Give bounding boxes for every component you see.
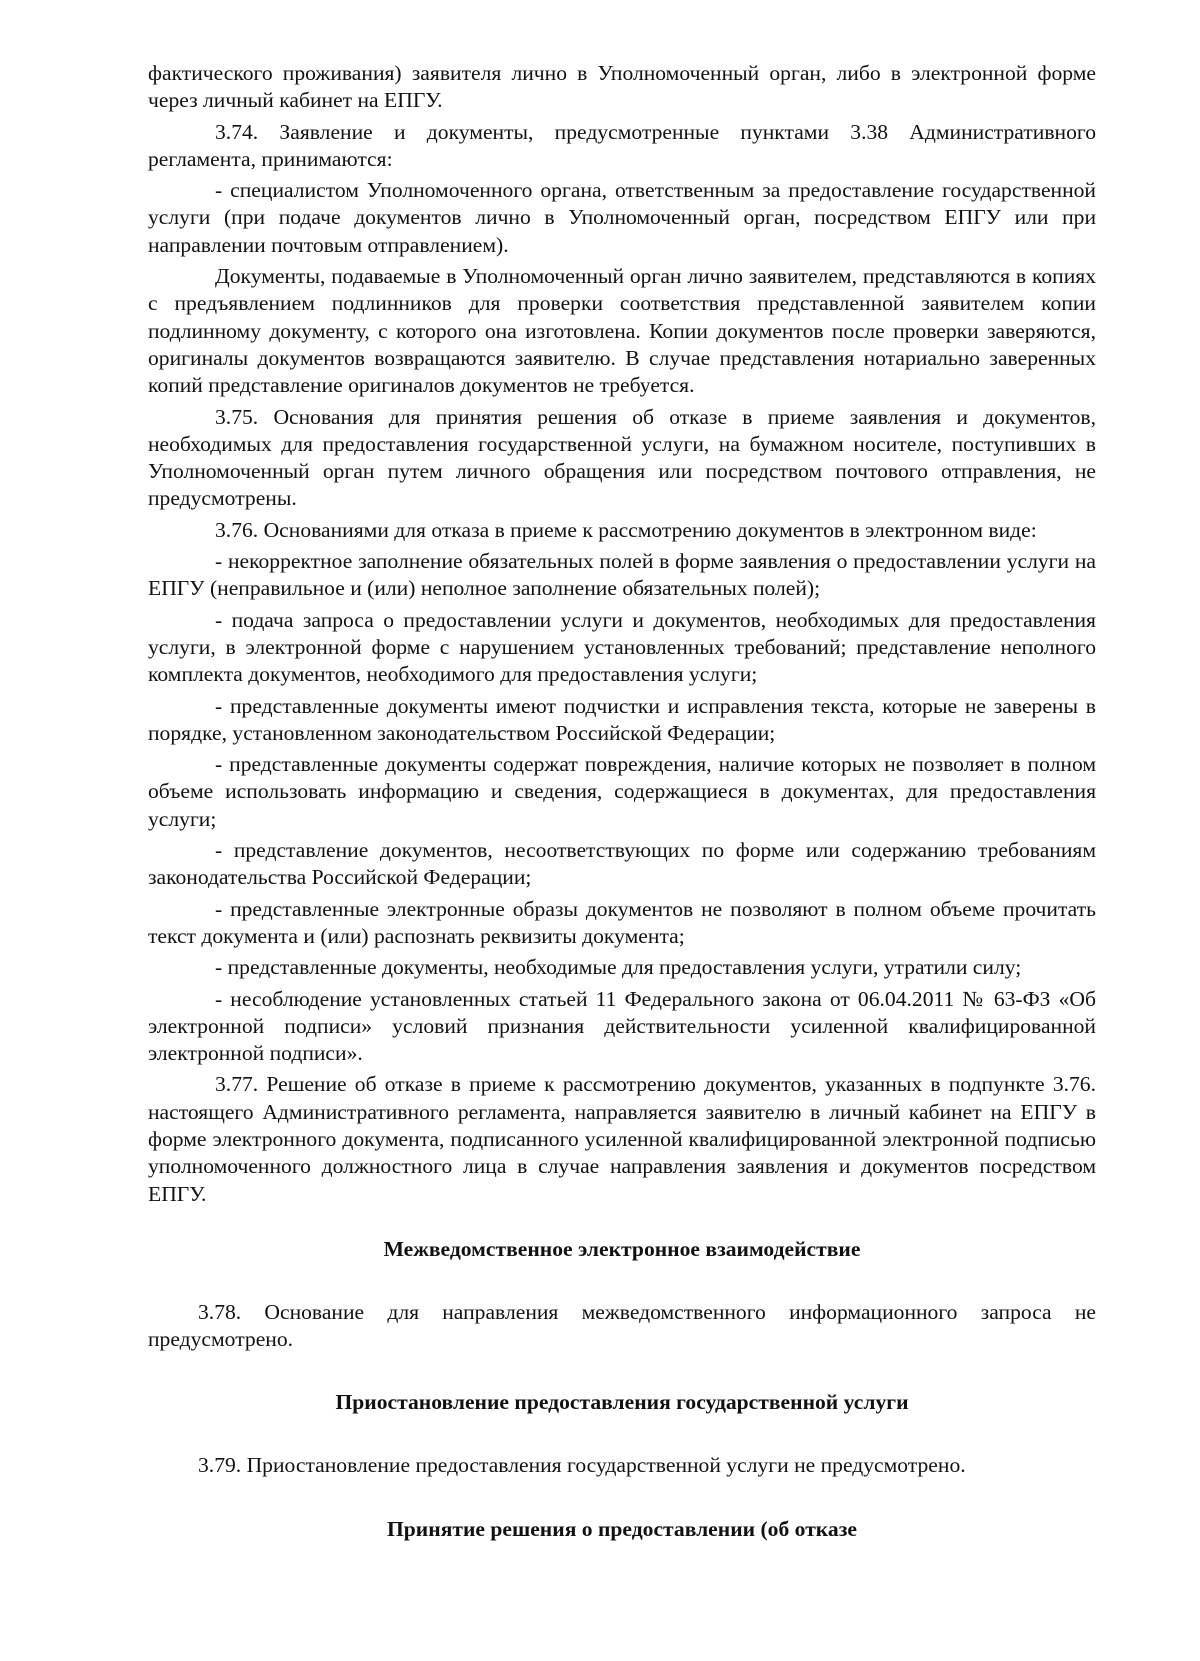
paragraph-3-79: 3.79. Приостановление предоставления государственной услуги не предусмотрено. — [198, 1453, 966, 1478]
paragraph-3-75: 3.75. Основания для принятия решения об отказе в приеме заявления и документов, необходимых для предоставления государственной услуги, на бумажном носителе, поступивших в Уполномоченный орган путем личного обращения или посредством почтового отправления, не предусмотрены. — [148, 404, 1096, 511]
paragraph-3-78: 3.78. Основание для направления межведомственного информационного запроса не предусмотрено. — [148, 1299, 1096, 1352]
paragraph-documents-copies: Документы, подаваемые в Уполномоченный орган лично заявителем, представляются в копиях с предъявлением подлинников для проверки соответствия представленной заявителем копии подлинному документу, с которого она изготовлена. Копии документов после проверки заверяются, оригиналы документов возвращаются заявителю. В случае представления нотариально заверенных копий представление оригиналов документов не требуется. — [148, 264, 1096, 398]
list-item-3-76-1: - некорректное заполнение обязательных полей в форме заявления о предоставлении услуги на ЕПГУ (неправильное и (или) неполное заполнение обязательных полей); — [148, 549, 1096, 601]
document-page — [148, 60, 1096, 1543]
section-heading-interagency: Межведомственное электронное взаимодействие — [383, 1236, 861, 1261]
paragraph-3-76: 3.76. Основаниями для отказа в приеме к рассмотрению документов в электронном виде: — [215, 517, 1037, 542]
section-heading-suspension: Приостановление предоставления государственной услуги — [335, 1390, 909, 1415]
list-item-3-76-6: - представленные электронные образы документов не позволяют в полном объеме прочитать текст документа и (или) распознать реквизиты документа; — [148, 896, 1096, 948]
list-item-3-76-7: - представленные документы, необходимые для предоставления услуги, утратили силу; — [215, 955, 1022, 980]
paragraph-3-74-item: - специалистом Уполномоченного органа, ответственным за предоставление государственной услуги (при подаче документов лично в Уполномоченный орган, посредством ЕПГУ или при направлении почтовым отправлением). — [148, 178, 1096, 257]
list-item-3-76-4: - представленные документы содержат повреждения, наличие которых не позволяет в полном объеме использовать информацию и сведения, содержащиеся в документах, для предоставления услуги; — [148, 752, 1096, 831]
list-item-3-76-5: - представление документов, несоответствующих по форме или содержанию требованиям законодательства Российской Федерации; — [148, 838, 1096, 890]
paragraph-continuation: фактического проживания) заявителя лично в Уполномоченный орган, либо в электронной форме через личный кабинет на ЕПГУ. — [148, 61, 1096, 113]
list-item-3-76-8: - несоблюдение установленных статьей 11 Федерального закона от 06.04.2011 № 63-ФЗ «Об электронной подписи» условий признания действительности усиленной квалифицированной электронной подписи». — [148, 986, 1096, 1066]
section-heading-decision: Принятие решения о предоставлении (об отказе — [387, 1516, 857, 1541]
list-item-3-76-2: - подача запроса о предоставлении услуги и документов, необходимых для предоставления услуги, в электронной форме с нарушением установленных требований; представление неполного комплекта документов, необходимого для предоставления услуги; — [148, 607, 1096, 687]
paragraph-3-74: 3.74. Заявление и документы, предусмотренные пунктами 3.38 Административного регламента, принимаются: — [148, 119, 1096, 171]
paragraph-3-77: 3.77. Решение об отказе в приеме к рассмотрению документов, указанных в подпункте 3.76. настоящего Административного регламента, направляется заявителю в личный кабинет на ЕПГУ в форме электронного документа, подписанного усиленной квалифицированной электронной подписью уполномоченного должностного лица в случае направления заявления и документов посредством ЕПГУ. — [148, 1072, 1096, 1206]
list-item-3-76-3: - представленные документы имеют подчистки и исправления текста, которые не заверены в порядке, установленном законодательством Российской Федерации; — [148, 693, 1096, 745]
